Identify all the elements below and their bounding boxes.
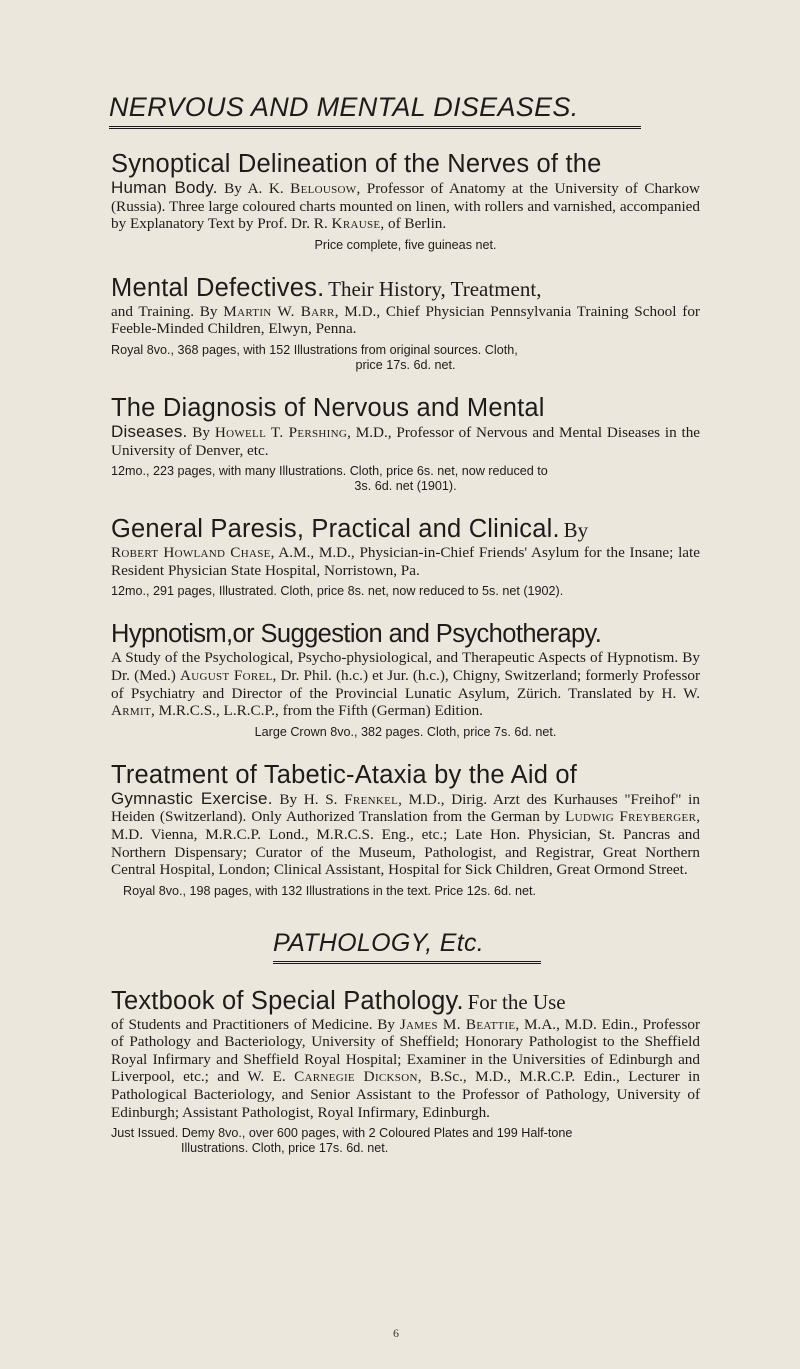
book-entry [111, 760, 700, 899]
book-title-continued: Diseases. [111, 421, 188, 441]
description-text: A Study of the Psychological, Psycho-physiological, and Therapeutic Aspects of Hypnotism. By Dr. (Med.) [111, 649, 700, 684]
author-name: Robert Howland Chase [111, 544, 271, 562]
author-name: Belousow [290, 180, 357, 197]
description-text: , M.D., Dirig. Arzt des Kurhauses "Freihof" in Heiden (Switzerland). Only Authorized Translation from the German by [111, 790, 700, 826]
entry-text [111, 149, 700, 233]
author-name: Carnegie Dickson [294, 1068, 418, 1086]
description-text: , B.Sc., M.D., M.R.C.P. Edin., Lecturer in Pathological Bacteriology, and Senior Assistant to the Professor of Pathology, University of Edinburgh; Assistant Pathologist, Royal Infirmary, Edinburgh. [111, 1068, 700, 1121]
author-name: Frenkel [344, 790, 399, 808]
description-text: , M.A., M.D. Edin., Professor of Pathology and Bacteriology, University of Sheffield; Honorary Pathologist to the Sheffield Royal Infirmary and Sheffield Royal Hospital; Examiner in the Universities of Edinburgh and Liverpool, etc.; and W. E. [111, 1015, 701, 1086]
price-line: Royal 8vo., 198 pages, with 132 Illustrations in the text. Price 12s. 6d. net. [123, 883, 537, 898]
entry-text [111, 514, 700, 579]
description-text: , Professor of Anatomy at the University of Charkow (Russia). Three large coloured charts mounted on linen, with rollers and varnished, accompanied by Explanatory Text by Prof. Dr. R. [111, 180, 701, 233]
entry-text [111, 619, 700, 719]
entry-text [111, 986, 700, 1122]
price-line: Price complete, five guineas net. [314, 237, 497, 252]
description-text: , Dr. Phil. (h.c.) et Jur. (h.c.), Chigny, Switzerland; formerly Professor of Psychiatry and Director of the Provincial Lunatic Asylum, Zürich. Translated by H. W. [111, 666, 700, 702]
price-line-1: 12mo., 223 pages, with many Illustrations. Cloth, price 6s. net, now reduced to [111, 464, 548, 479]
book-entry [111, 619, 700, 739]
lead-text: and Training. By [111, 302, 218, 320]
book-entry [111, 149, 700, 253]
description-text: , M.D., Professor of Nervous and Mental Diseases in the University of Denver, etc. [111, 423, 701, 459]
book-title-continued: Human Body. [111, 178, 218, 197]
price-line-1: Royal 8vo., 368 pages, with 152 Illustrations from original sources. Cloth, [111, 342, 518, 357]
price-line-2: 3s. 6d. net (1901). [354, 479, 457, 494]
author-name: Howell T. Pershing [214, 423, 348, 441]
author-name: Martin W. Barr [223, 302, 335, 320]
book-title-continued: Gymnastic Exercise. [111, 788, 273, 808]
by-text: By H. S. [279, 790, 338, 808]
section-heading-nervous: NERVOUS AND MENTAL DISEASES. [109, 92, 641, 129]
price-line: Large Crown 8vo., 382 pages. Cloth, price 7s. 6d. net. [254, 724, 557, 739]
description-text: , of Berlin. [380, 215, 447, 233]
price-line [111, 343, 700, 373]
book-title-continued: By [563, 518, 589, 543]
by-text: By [192, 423, 211, 441]
book-title: Hypnotism,or Suggestion and Psychotherapy. [111, 620, 602, 649]
description-text: , M.R.C.S., L.R.C.P., from the Fifth (German) Edition. [150, 702, 483, 720]
page-number: 6 [393, 1326, 399, 1340]
entry-text [111, 273, 700, 338]
price-line [111, 1126, 700, 1156]
price-line: 12mo., 291 pages, Illustrated. Cloth, price 8s. net, now reduced to 5s. net (1902). [111, 584, 564, 599]
price-line-2: Illustrations. Cloth, price 17s. 6d. net. [181, 1141, 389, 1156]
author-name: Krause [331, 215, 381, 233]
book-title: Synoptical Delineation of the Nerves of the [111, 150, 602, 178]
description-text: , M.D., Chief Physician Pennsylvania Training School for Feeble-Minded Children, Elwyn, Penna. [111, 302, 700, 338]
book-title-continued: For the Use [467, 989, 566, 1014]
book-title-continued: Their History, Treatment, [328, 276, 542, 301]
book-entry [111, 393, 700, 494]
by-text: By A. K. [224, 180, 284, 197]
book-entry [111, 514, 700, 599]
author-name: Armit [111, 702, 151, 720]
book-entry [111, 273, 700, 373]
book-title: General Paresis, Practical and Clinical. [111, 515, 560, 544]
book-title: Textbook of Special Pathology. [111, 986, 464, 1015]
author-name: Ludwig Freyberger [565, 808, 697, 826]
book-title: The Diagnosis of Nervous and Mental [111, 393, 545, 422]
description-text: , M.D. Vienna, M.R.C.P. Lond., M.R.C.S. Eng., etc.; Late Hon. Physician, St. Pancras and Northern Dispensary; Curator of the Museum, Pathologist, and Registrar, Great Northern Central Hospital, London; Clinical Assistant, Hospital for Sick Children, Great Ormond Street. [111, 808, 701, 879]
author-name: James M. Beattie [399, 1015, 516, 1033]
price-line-2: price 17s. 6d. net. [355, 357, 456, 372]
entry-text [111, 760, 700, 879]
section-heading-pathology: PATHOLOGY, Etc. [273, 929, 541, 964]
price-line [111, 464, 700, 494]
description-text: , A.M., M.D., Physician-in-Chief Friends' Asylum for the Insane; late Resident Physician State Hospital, Norristown, Pa. [111, 544, 700, 579]
book-entry [111, 986, 700, 1157]
author-name: August Forel [180, 666, 273, 684]
book-title: Mental Defectives. [111, 273, 325, 302]
price-line-1: Just Issued. Demy 8vo., over 600 pages, with 2 Coloured Plates and 199 Half-tone [111, 1126, 573, 1141]
book-title: Treatment of Tabetic-Ataxia by the Aid of [111, 760, 578, 789]
description-text: of Students and Practitioners of Medicine. By [111, 1015, 396, 1033]
entry-text [111, 393, 700, 459]
